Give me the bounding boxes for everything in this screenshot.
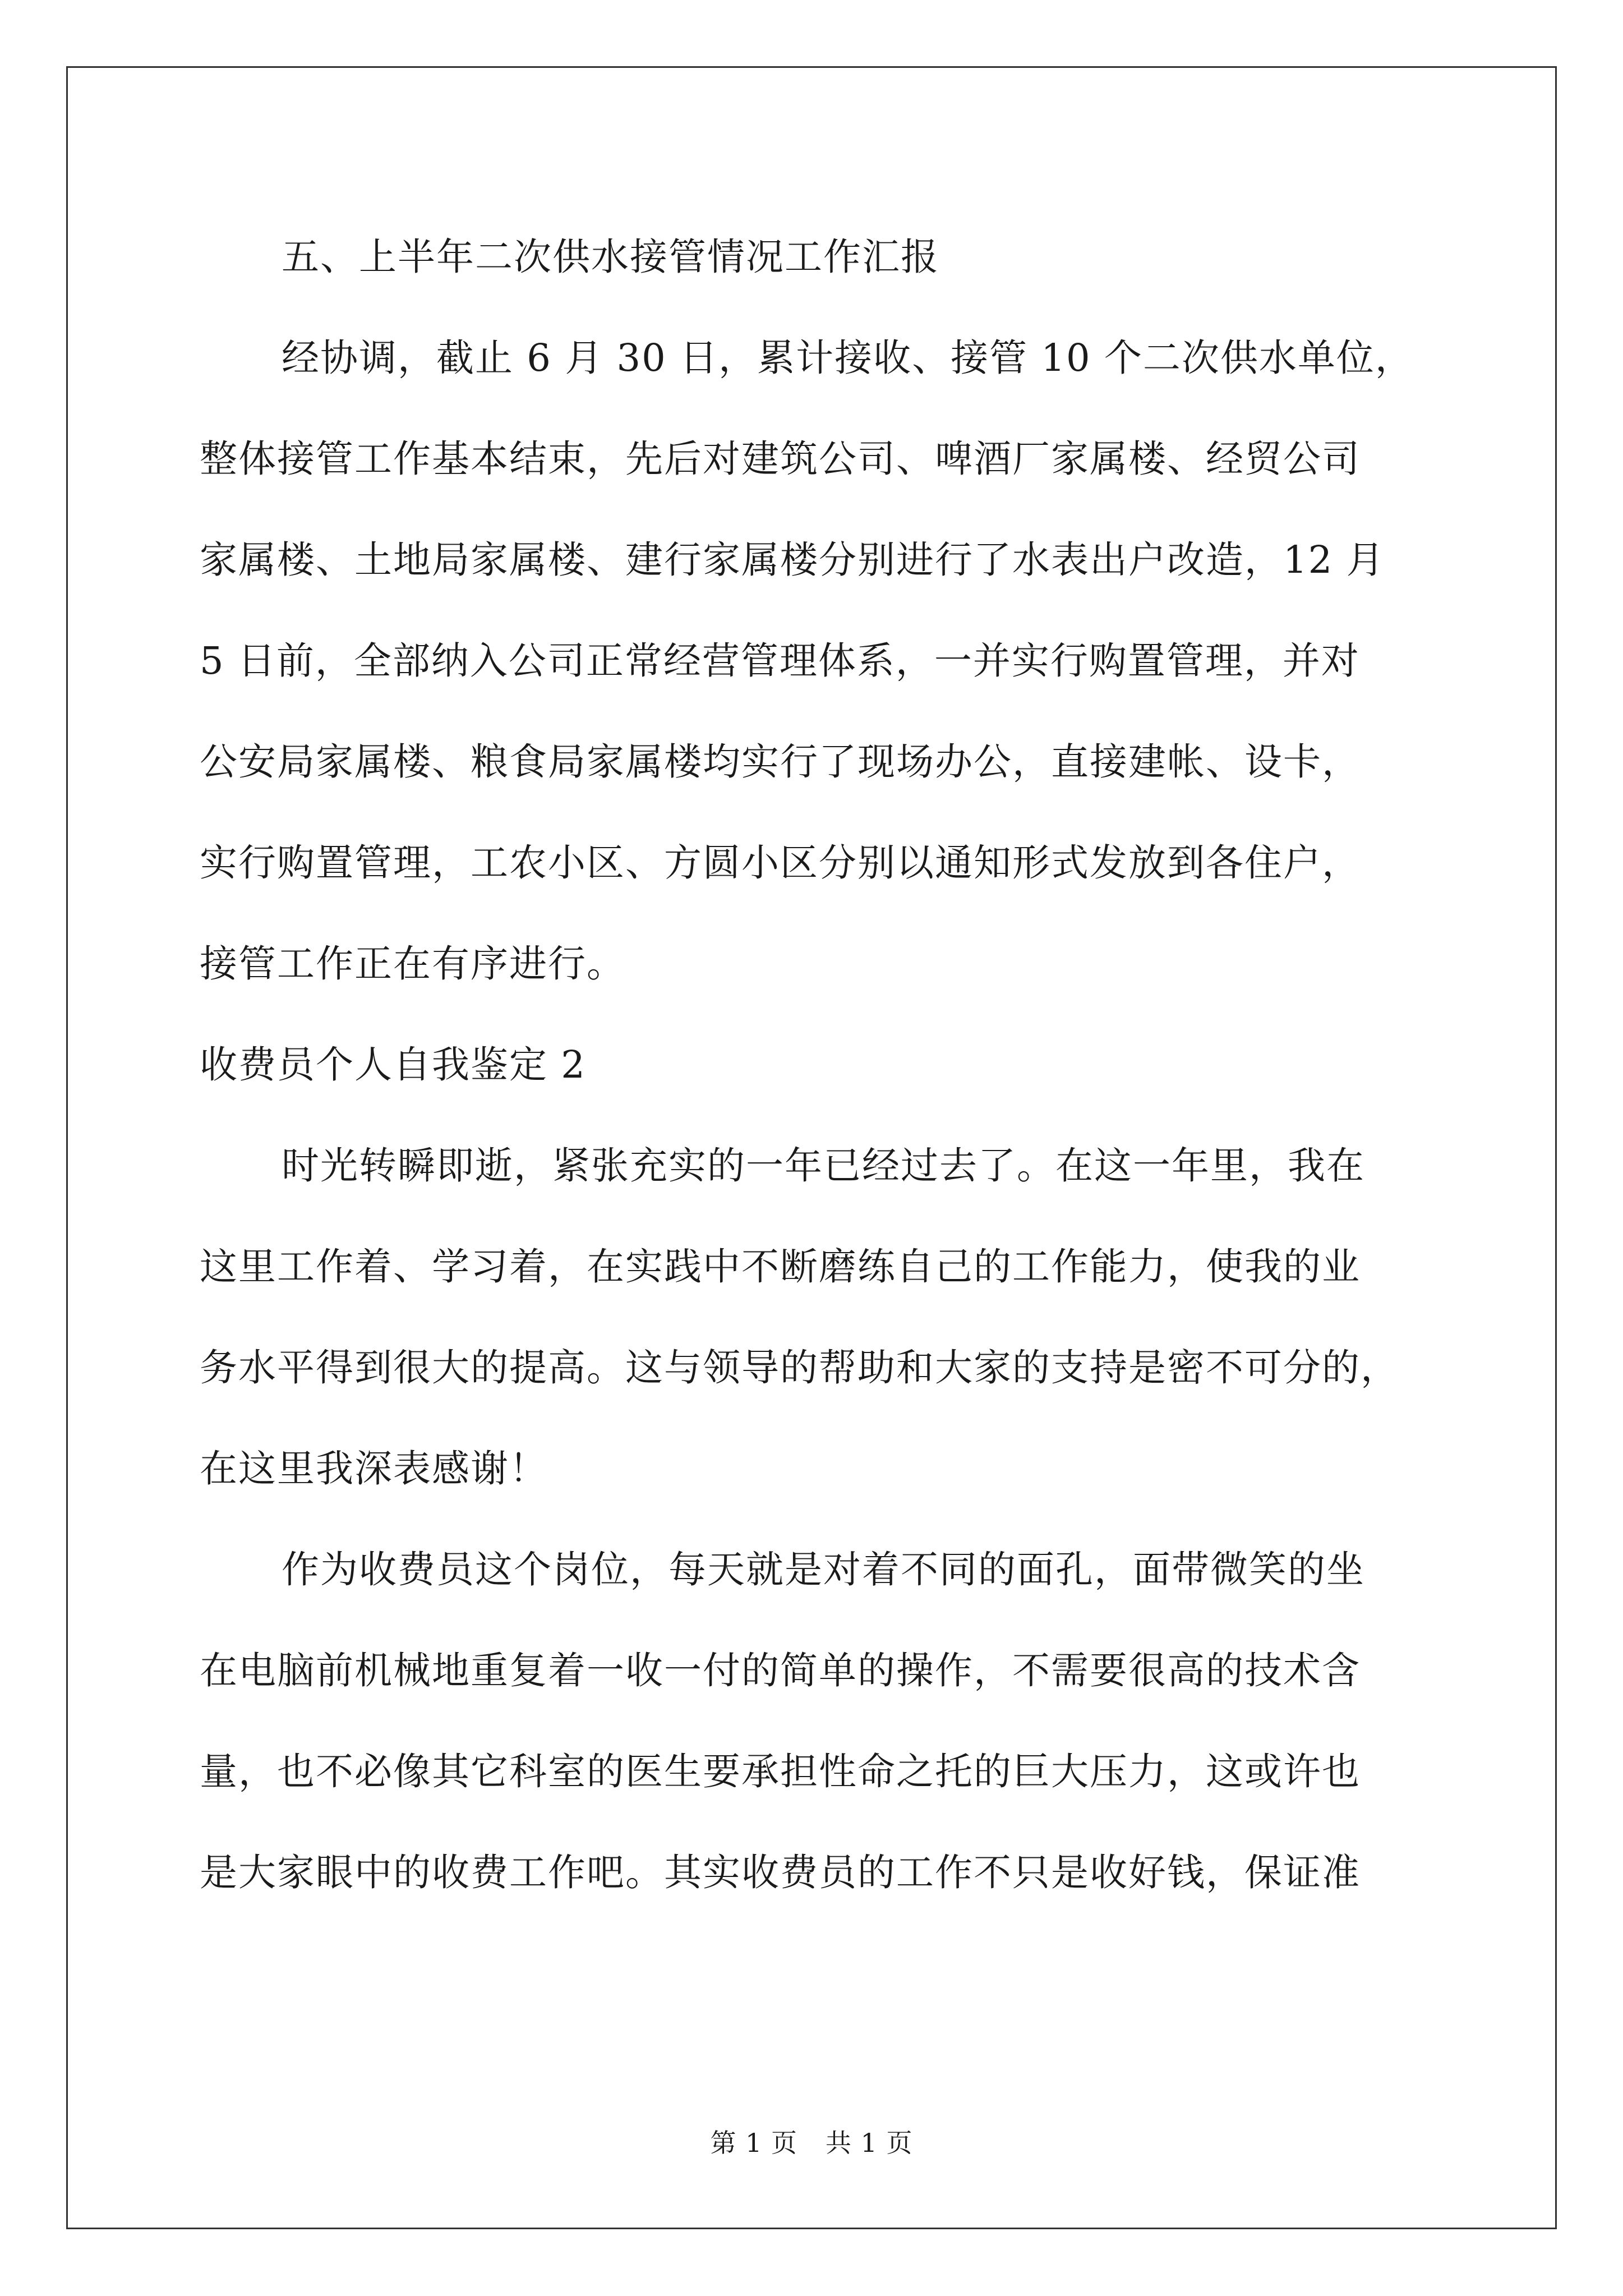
paragraph-line: 公安局家属楼、粮食局家属楼均实行了现场办公，直接建帐、设卡，	[200, 740, 1361, 784]
paragraph-line: 是大家眼中的收费工作吧。其实收费员的工作不只是收好钱，保证准	[200, 1851, 1361, 1894]
paragraph-line: 量，也不必像其它科室的医生要承担性命之托的巨大压力，这或许也	[200, 1750, 1361, 1793]
paragraph-line: 时光转瞬即逝，紧张充实的一年已经过去了。在这一年里，我在	[282, 1144, 1365, 1188]
paragraph-line: 经协调，截止 6 月 30 日，累计接收、接管 10 个二次供水单位，	[282, 336, 1414, 380]
section-heading: 五、上半年二次供水接管情况工作汇报	[282, 235, 939, 279]
paragraph-line: 整体接管工作基本结束，先后对建筑公司、啤酒厂家属楼、经贸公司	[200, 437, 1361, 481]
page-total: 共 1 页	[826, 2128, 913, 2158]
paragraph-line: 作为收费员这个岗位，每天就是对着不同的面孔，面带微笑的坐	[282, 1548, 1365, 1591]
document-title: 收费员个人自我鉴定 2	[200, 1043, 586, 1087]
paragraph-line: 家属楼、土地局家属楼、建行家属楼分别进行了水表出户改造，12 月	[200, 538, 1385, 582]
paragraph-line: 实行购置管理，工农小区、方圆小区分别以通知形式发放到各住户，	[200, 841, 1361, 885]
paragraph-line: 接管工作正在有序进行。	[200, 942, 625, 986]
page-number: 第 1 页	[710, 2128, 797, 2158]
document-body	[200, 206, 1433, 1923]
page-footer	[0, 2126, 1623, 2160]
paragraph-line: 这里工作着、学习着，在实践中不断磨练自己的工作能力，使我的业	[200, 1245, 1361, 1289]
paragraph-line: 在这里我深表感谢！	[200, 1447, 548, 1490]
paragraph-line: 务水平得到很大的提高。这与领导的帮助和大家的支持是密不可分的，	[200, 1346, 1399, 1389]
paragraph-line: 5 日前，全部纳入公司正常经营管理体系，一并实行购置管理，并对	[200, 639, 1360, 683]
paragraph-line: 在电脑前机械地重复着一收一付的简单的操作，不需要很高的技术含	[200, 1649, 1361, 1692]
